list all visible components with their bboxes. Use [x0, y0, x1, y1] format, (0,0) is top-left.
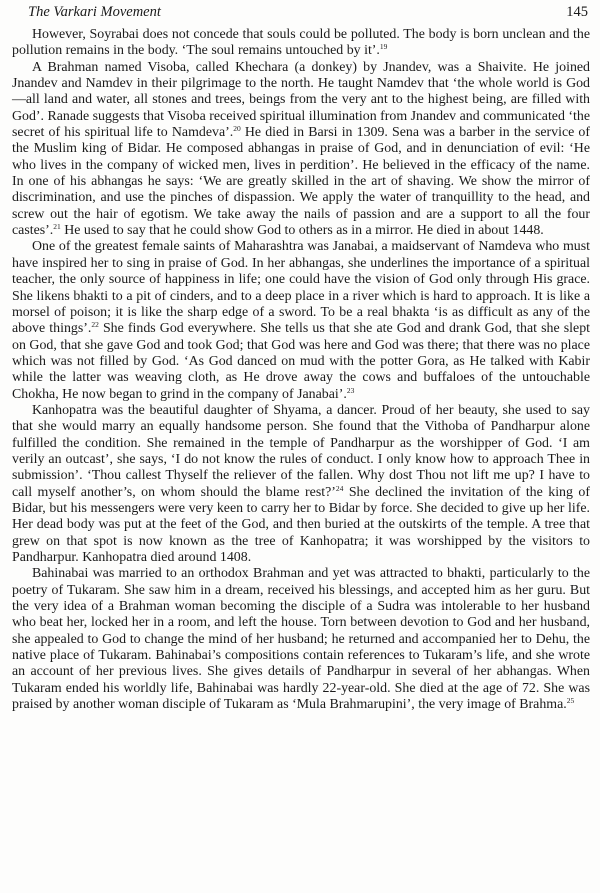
footnote-marker: 22: [91, 320, 99, 330]
footnote-marker: 25: [566, 696, 575, 706]
paragraph: [12, 239, 590, 402]
footnote-marker: 23: [346, 385, 355, 395]
paragraph-text: She finds God everywhere. She tells us that she ate God and drank God, that she slept on God, that she gave God and took God; that God was here and God was there; that there was no place which was not filled by God. ‘As God danced on mud with the potter Gora, as He talked with Kabir while the latter was weaving cloth, as He drove away the cows and buffaloes of the untouchable Chokha, He now began to grind in the company of Janabai’.: [12, 321, 590, 402]
paragraph-text: However, Soyrabai does not concede that souls could be polluted. The body is born unclean and the pollution remains in the body. ‘The soul remains untouched by it’.: [12, 27, 590, 59]
paragraph: [12, 403, 590, 566]
paragraph: [12, 27, 590, 60]
footnote-marker: 24: [335, 483, 344, 493]
page-header: [28, 4, 588, 22]
paragraph-text: He died in Barsi in 1309. Sena was a barber in the service of the Muslim king of Bidar. He composed abhangas in praise of God, and in denunciation of evil: ‘He who lives in the company of wicked men, lives in perdition’. He believed in the efficacy of the name. In one of his abhangas he says: ‘We are greatly skilled in the art of shaving. We show the mirror of discrimination, and use the pinches of dispassion. We apply the water of tranquillity to the head, and screw out the hair of egotism. We take away the nails of passion and are a support to all the four castes’.: [12, 125, 590, 239]
paragraph-text: She declined the invitation of the king of Bidar, but his messengers were very keen to carry her to Bidar by force. She decided to give up her life. Her dead body was put at the feet of the God, and then buried at the outskirts of the temple. A tree that grew on that spot is now known as the tree of Kanhopatra; it was worshipped by the visitors to Pandharpur. Kanhopatra died around 1408.: [12, 484, 590, 565]
footnote-marker: 21: [53, 222, 61, 232]
paragraph-text: Kanhopatra was the beautiful daughter of Shyama, a dancer. Proud of her beauty, she used to say that she would marry an equally handsome person. She found that the Vithoba of Pandharpur alone fulfilled the condition. She remained in the temple of Pandharpur as the worshipper of God. ‘I am verily an outcast’, she says, ‘I do not know the rules of conduct. I only know how to approach Thee in submission’. ‘Thou callest Thyself the reliever of the fallen. Why dost Thou not lift me up? I have to call myself another’s, on whom should the blame rest?’: [12, 402, 590, 500]
paragraph: [12, 566, 590, 713]
paragraph: [12, 60, 590, 240]
footnote-marker: 19: [379, 42, 388, 52]
paragraph-text: He used to say that he could show God to others as in a mirror. He died in about 1448.: [60, 223, 544, 239]
running-title: The Varkari Movement: [28, 4, 161, 20]
paragraph-text: Bahinabai was married to an orthodox Brahman and yet was attracted to bhakti, particularly to the poetry of Tukaram. She saw him in a dream, received his blessings, and accepted him as her guru. But the very idea of a Brahman woman becoming the disciple of a Sudra was intolerable to her husband who beat her, locked her in a room, and left the house. Torn between devotion to God and her husband, she appealed to God to change the mind of her husband; he returned and accompanied her to Dehu, the native place of Tukaram. Bahinabai’s compositions contain references to Tukaram’s life, and she wrote an account of her previous lives. She gives details of Pandharpur in several of her abhangas. When Tukaram ended his worldly life, Bahinabai was hardly 22-year-old. She died at the age of 72. She was praised by another woman disciple of Tukaram as ‘Mula Brahmarupini’, the very image of Brahma.: [12, 566, 590, 713]
paragraph-text: One of the greatest female saints of Maharashtra was Janabai, a maidservant of Namdeva who must have inspired her to sing in praise of God. In her abhangas, she underlines the importance of a spiritual teacher, the only source of happiness in life; one could have the vision of God only through His grace. She likens bhakti to a pit of cinders, and to a deep place in a river which is hard to approach. It is like a morsel of poison; it is like the sharp edge of a sword. To be a real bhakta ‘is as difficult as any of the above things’.: [12, 239, 590, 337]
page-number: 145: [566, 4, 588, 20]
paragraph-text: A Brahman named Visoba, called Khechara (a donkey) by Jnandev, was a Shaivite. He joined Jnandev and Namdev in their pilgrimage to the north. He taught Namdev that ‘the whole world is God—all land and water, all stones and trees, beings from the very ant to the highest being, are filled with God’. Ranade suggests that Visoba received spiritual illumination from Jnandev and communicated ‘the secret of his spiritual life to Namdeva’.: [12, 59, 590, 141]
body-text: [12, 27, 590, 713]
footnote-marker: 20: [233, 124, 241, 134]
